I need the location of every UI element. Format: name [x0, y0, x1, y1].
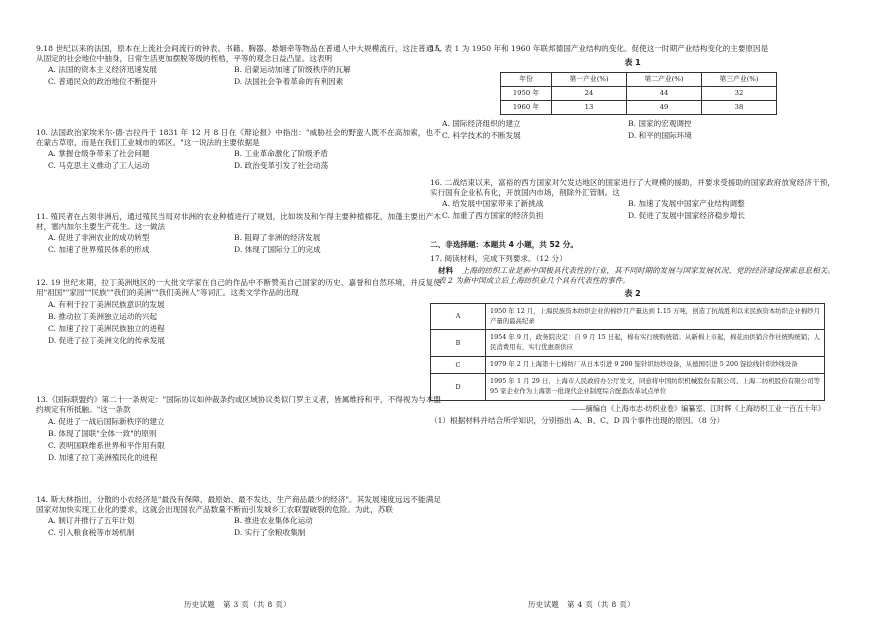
option-d: D. 加速了拉丁美洲殖民化的进程: [48, 453, 158, 463]
table-header-row: [501, 72, 777, 86]
options: [36, 65, 441, 87]
option-a: A. 有利于拉丁美洲民族意识的发展: [48, 300, 165, 310]
option-d: D. 促进了拉丁美洲文化的传承发展: [48, 336, 165, 346]
table-cell: 38: [702, 100, 777, 114]
question-stem: 10. 法国政治家埃米尔·德·吉拉丹于 1831 年 12 月 8 日在《辩论报》中指出："威胁社会的野蛮人既不在高加索，也不在蒙古草原，而是在我们工业城市的郊区。"这一说法的主要依据是: [36, 128, 441, 148]
events-table: [430, 303, 825, 401]
question-12: [36, 278, 441, 346]
option-c: C. 马克思主义推动了工人运动: [48, 161, 150, 171]
question-10: [36, 128, 441, 171]
option-d: D. 体现了国际分工的完成: [234, 245, 321, 255]
option-a: A. 法国的资本主义经济迅速发展: [48, 65, 158, 75]
option-a: A. 掌握仓级争带来了社会问题: [48, 149, 150, 159]
question-17: [430, 254, 835, 426]
row-key: C: [431, 357, 486, 374]
option-b: B. 体现了国联"全体一致"的原则: [48, 429, 157, 439]
table-header-cell: 第一产业(%): [552, 72, 627, 86]
page-footer: 历史试题 第 3 页（共 8 页）: [184, 600, 291, 609]
question-stem: 14. 斯大林指出，分散的小农经济是"最没有保障、最原始、最不发达、生产商品最少的经济"。其发展速度远远不能满足国家对加快实现工业化的要求，这就会出现国农产品数量不断而引发城乡工农联盟破裂的危险。为此，苏联: [36, 495, 441, 515]
option-d: D. 政治变革引发了社会动荡: [234, 161, 329, 171]
table-header-cell: 年份: [501, 72, 552, 86]
table-header-cell: 第二产业(%): [627, 72, 702, 86]
option-b: B. 国家的宏观调控: [628, 118, 692, 128]
table-cell: 44: [627, 86, 702, 100]
option-a: A. 国际经济组织的建立: [442, 118, 521, 128]
option-d: D. 实行了余粮收集制: [234, 528, 306, 538]
option-c: C. 引入粮食税等市场机制: [48, 528, 135, 538]
option-b: B. 工业革命激化了阶级矛盾: [234, 149, 328, 159]
option-d: D. 和平的国际环境: [628, 130, 692, 140]
option-b: B. 阻碍了非洲的经济发展: [234, 233, 321, 243]
row-key: A: [431, 303, 486, 330]
task-prompt: （1）根据材料并结合所学知识，分别指出 A、B、C、D 四个事件出现的原因。（8 分）: [430, 415, 725, 425]
row-text: 1979 年 2 月上海第十七棉纺厂从日本引进 9 200 锭针织纺纱设备，从德国引进 5 200 锭捻线针织纱线设备: [486, 357, 825, 374]
option-d: D. 促进了发展中国家经济稳步增长: [628, 211, 745, 221]
options: [36, 233, 441, 255]
option-c: C. 加速了拉丁美洲民族独立的进程: [48, 324, 165, 334]
table-caption: 表 1: [624, 58, 641, 68]
option-a: A. 促进了非洲农业的成功转型: [48, 233, 150, 243]
option-b: B. 推进农业集体化运动: [234, 516, 313, 526]
material-block: [430, 266, 835, 286]
table-row: [431, 357, 825, 374]
options: [36, 300, 441, 346]
option-b: B. 推动拉丁美洲独立运动的兴起: [48, 312, 158, 322]
page-footer: 历史试题 第 4 页（共 8 页）: [528, 600, 635, 609]
row-text: 1954 年 9 月，政务院决定：自 9 月 15 日起，棉布实行统购统销；从新棉上市起，棉花由供销合作社统购统销；人民消费用布，实行优惠票供应: [486, 330, 825, 357]
option-c: C. 普通民众的政治地位不断提升: [48, 77, 158, 87]
options: [36, 149, 441, 171]
section-heading: 二、非选择题：本题共 4 小题，共 52 分。: [430, 240, 578, 249]
table-row: [501, 100, 777, 114]
question-stem: 11. 殖民者在占领非洲后，通过殖民当局对非洲的农业种植进行了规划，比如埃及和乍得主要种植棉花，加蓬主要出产木材，塞内加尔主要生产花生。这一做法: [36, 212, 441, 232]
question-13: [36, 395, 441, 463]
options: [430, 199, 835, 221]
table-caption: 表 2: [624, 289, 641, 299]
question-stem: 17. 阅读材料，完成下列要求。（12 分）: [430, 254, 567, 263]
question-14: [36, 495, 441, 538]
option-c: C. 表明国联维系世界和平作用有限: [48, 441, 165, 451]
material-label: 材料: [438, 266, 454, 276]
question-stem: 16. 二战结束以来，富裕的西方国家对欠发达地区的国家进行了大规模的援助，并要求受援助的国家政府放宽经济干预，实行国有企业私有化，开放国内市场，削除外汇管制。这: [430, 178, 835, 198]
option-b: B. 加速了发展中国家产业结构调整: [628, 199, 745, 209]
table-cell: 24: [552, 86, 627, 100]
question-stem: 15. 表 1 为 1950 年和 1960 年联邦德国产业结构的变化。促使这一时期产业结构变化的主要原因是: [430, 44, 769, 53]
row-text: 1950 年 12 月，上海民族资本纺织企业的棉纱月产量达到 1.15 万吨，创造了抗战胜利以来民族资本纺织企业棉纱月产量的最高纪录: [486, 303, 825, 330]
option-d: D. 法国社会争着革命的有利因素: [234, 77, 344, 87]
option-c: C. 加重了西方国家的经济负担: [442, 211, 544, 221]
question-15: [430, 44, 835, 141]
options: [36, 516, 441, 538]
table-row: [431, 330, 825, 357]
options: [430, 119, 835, 141]
table-row: [501, 86, 777, 100]
question-stem: 9.18 世纪以来的法国，原本在上流社会间流行的钟表、书籍、胸器、悬姻牵等物品在普通人中大规模流行，这注普通人从固定的社会地位中抽身，日常生活更加摆脱等级的桎梏，平等的观念日益凸显。这表明: [36, 44, 441, 64]
option-a: A. 制订并推行了五年计划: [48, 516, 135, 526]
question-9: [36, 44, 441, 87]
row-text: 1995 年 1 月 29 日，上海市人民政府办公厅发文，同意将中国纺织机械股份有限公司、上海二纺机股份有限公司等 95 家企业作为上海第一批现代企业制度综合配套改革试点单位: [486, 374, 825, 401]
question-16: [430, 178, 835, 221]
table-cell: 49: [627, 100, 702, 114]
question-stem: 12. 19 世纪末期，拉丁美洲地区的一大批文学家在自己的作品中不断赞美自己国家的历史、嘉誉和自然环境，并反复使用"祖国""家园""民族""我们的美洲""我们美洲人"等词汇。这类文学作品的出现: [36, 278, 441, 298]
option-a: A. 促进了一战后国际新秩序的建立: [48, 417, 165, 427]
options: [36, 417, 441, 463]
option-c: C. 科学技术的不断发展: [442, 130, 521, 140]
table-header-cell: 第三产业(%): [702, 72, 777, 86]
table-cell: 32: [702, 86, 777, 100]
question-11: [36, 212, 441, 255]
table-row: [431, 374, 825, 401]
table-cell: 1950 年: [501, 86, 552, 100]
option-b: B. 启蒙运动加速了阶级秩序的瓦解: [234, 65, 351, 75]
industry-structure-table: [500, 72, 777, 115]
row-key: D: [431, 374, 486, 401]
table-row: [431, 303, 825, 330]
table-cell: 1960 年: [501, 100, 552, 114]
option-c: C. 加速了世界殖民体系的形成: [48, 245, 150, 255]
material-text: 上海的纺织工业是新中国极具代表性的行业，其不同时期的发展与国家发展状况、党的经济建设探索息息相关。表 2 为新中国成立后上海纺织业几个具有代表性的事件。: [438, 266, 836, 286]
table-cell: 13: [552, 100, 627, 114]
option-a: A. 给发展中国家带来了新挑战: [442, 199, 544, 209]
source-citation: ——摘编自《上海市志·纺织业卷》编纂室、江时辉《上海纺织工业一百五十年》: [571, 404, 825, 414]
row-key: B: [431, 330, 486, 357]
question-stem: 13.《国际联盟约》第二十一条规定："国际协议如仲裁条约或区域协议类似门罗主义者，皆属维持和平，不得视为与本盟约规定有所抵触。"这一条款: [36, 395, 441, 415]
